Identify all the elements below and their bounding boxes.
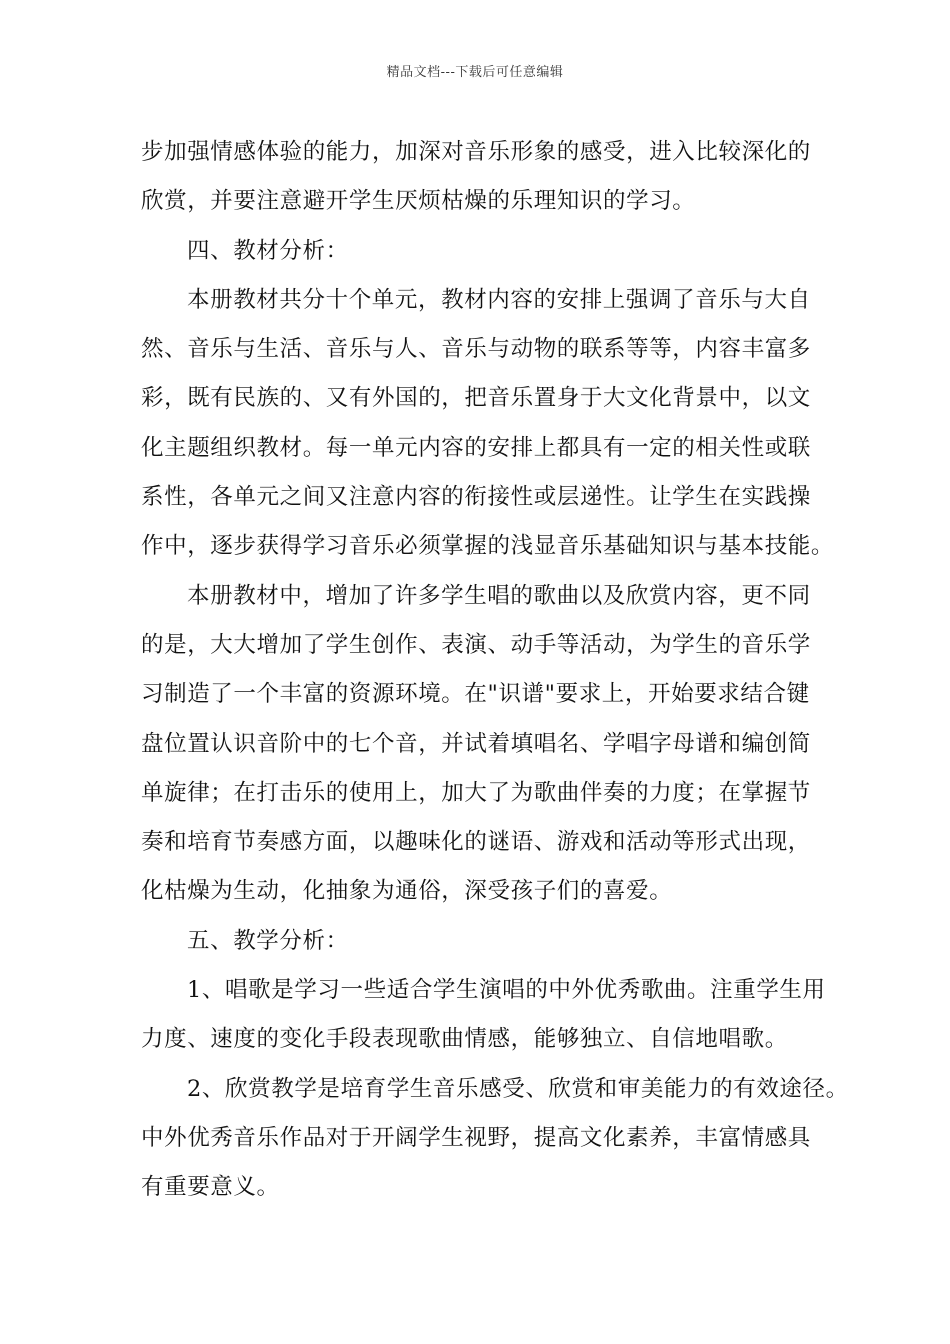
text-line: 2、欣赏教学是培育学生音乐感受、欣赏和审美能力的有效途径。 [187,1075,849,1102]
text-line: 然、音乐与生活、音乐与人、音乐与动物的联系等等，内容丰富多 [141,336,811,363]
text-line: 化主题组织教材。每一单元内容的安排上都具有一定的相关性或联 [141,434,811,461]
text-line: 欣赏，并要注意避开学生厌烦枯燥的乐理知识的学习。 [141,188,696,215]
text-line: 盘位置认识音阶中的七个音，并试着填唱名、学唱字母谱和编创简 [141,730,811,757]
text-line: 彩，既有民族的、又有外国的，把音乐置身于大文化背景中，以文 [141,385,811,412]
text-line: 有重要意义。 [141,1174,280,1201]
text-line: 本册教材中，增加了许多学生唱的歌曲以及欣赏内容，更不同 [187,582,811,609]
section-heading: 四、教材分析： [187,237,349,264]
text-line: 的是，大大增加了学生创作、表演、动手等活动，为学生的音乐学 [141,631,811,658]
document-body [141,128,849,1213]
text-line: 单旋律；在打击乐的使用上，加大了为歌曲伴奏的力度；在掌握节 [141,779,811,806]
section-heading: 五、教学分析： [187,927,349,954]
text-line: 习制造了一个丰富的资源环境。在"识谱"要求上，开始要求结合键 [141,681,810,708]
text-line: 力度、速度的变化手段表现歌曲情感，能够独立、自信地唱歌。 [141,1026,788,1053]
text-line: 本册教材共分十个单元，教材内容的安排上强调了音乐与大自 [187,286,811,313]
text-line: 中外优秀音乐作品对于开阔学生视野，提高文化素养，丰富情感具 [141,1124,811,1151]
text-line: 作中，逐步获得学习音乐必须掌握的浅显音乐基础知识与基本技能。 [141,533,835,560]
text-line: 步加强情感体验的能力，加深对音乐形象的感受，进入比较深化的 [141,139,811,165]
text-line: 化枯燥为生动，化抽象为通俗，深受孩子们的喜爱。 [141,878,673,905]
text-line: 1、唱歌是学习一些适合学生演唱的中外优秀歌曲。注重学生用 [187,977,826,1004]
text-line: 系性，各单元之间又注意内容的衔接性或层递性。让学生在实践操 [141,484,811,511]
page-header: 精品文档---下载后可任意编辑 [386,65,564,80]
text-line: 奏和培育节奏感方面，以趣味化的谜语、游戏和活动等形式出现， [141,829,811,856]
